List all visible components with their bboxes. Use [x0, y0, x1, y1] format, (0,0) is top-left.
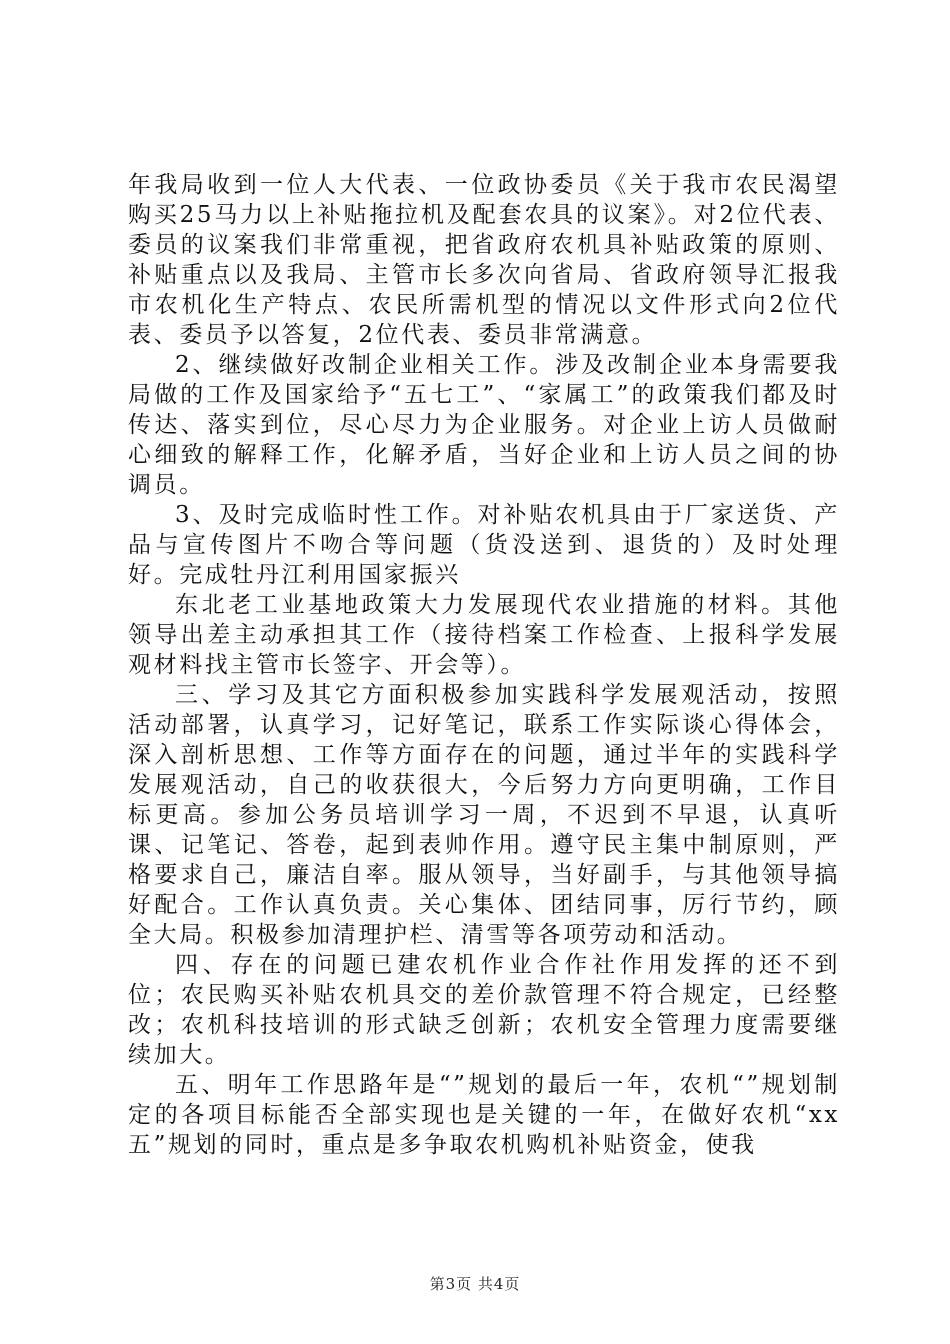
paragraph-heading-five: 五、明年工作思路年是“”规划的最后一年，农机“”规划制定的各项目标能否全部实现也是关键的一年，在做好农机“xx五”规划的同时，重点是多争取农机购机补贴资金，使我	[128, 1072, 840, 1158]
paragraph-section-3-continued: 东北老工业基地政策大力发展现代农业措施的材料。其他领导出差主动承担其工作（接待档案工作检查、上报科学发展观材料找主管市长签字、开会等）。	[128, 592, 840, 678]
document-body	[128, 170, 840, 1160]
paragraph-continuation: 年我局收到一位人大代表、一位政协委员《关于我市农民渴望购买25马力以上补贴拖拉机及配套农具的议案》。对2位代表、委员的议案我们非常重视，把省政府农机具补贴政策的原则、补贴重点以及我局、主管市长多次向省局、省政府领导汇报我市农机化生产特点、农民所需机型的情况以文件形式向2位代表、委员予以答复，2位代表、委员非常满意。	[128, 172, 840, 348]
paragraph-heading-three: 三、学习及其它方面积极参加实践科学发展观活动，按照活动部署，认真学习，记好笔记，联系工作实际谈心得体会，深入剖析思想、工作等方面存在的问题，通过半年的实践科学发展观活动，自己的收获很大，今后努力方向更明确，工作目标更高。参加公务员培训学习一周，不迟到不早退，认真听课、记笔记、答卷，起到表帅作用。遵守民主集中制原则，严格要求自己，廉洁自率。服从领导，当好副手，与其他领导搞好配合。工作认真负责。关心集体、团结同事，厉行节约，顾全大局。积极参加清理护栏、清雪等各项劳动和活动。	[128, 682, 840, 948]
paragraph-section-3: 3、及时完成临时性工作。对补贴农机具由于厂家送货、产品与宣传图片不吻合等问题（货没送到、退货的）及时处理好。完成牡丹江利用国家振兴	[128, 502, 840, 588]
page-number-footer: 第3页 共4页	[429, 1275, 521, 1293]
paragraph-section-2: 2、继续做好改制企业相关工作。涉及改制企业本身需要我局做的工作及国家给予“五七工”、“家属工”的政策我们都及时传达、落实到位，尽心尽力为企业服务。对企业上访人员做耐心细致的解释工作，化解矛盾，当好企业和上访人员之间的协调员。	[128, 352, 840, 498]
paragraph-heading-four: 四、存在的问题已建农机作业合作社作用发挥的还不到位；农民购买补贴农机具交的差价款管理不符合规定，已经整改；农机科技培训的形式缺乏创新；农机安全管理力度需要继续加大。	[128, 952, 840, 1068]
